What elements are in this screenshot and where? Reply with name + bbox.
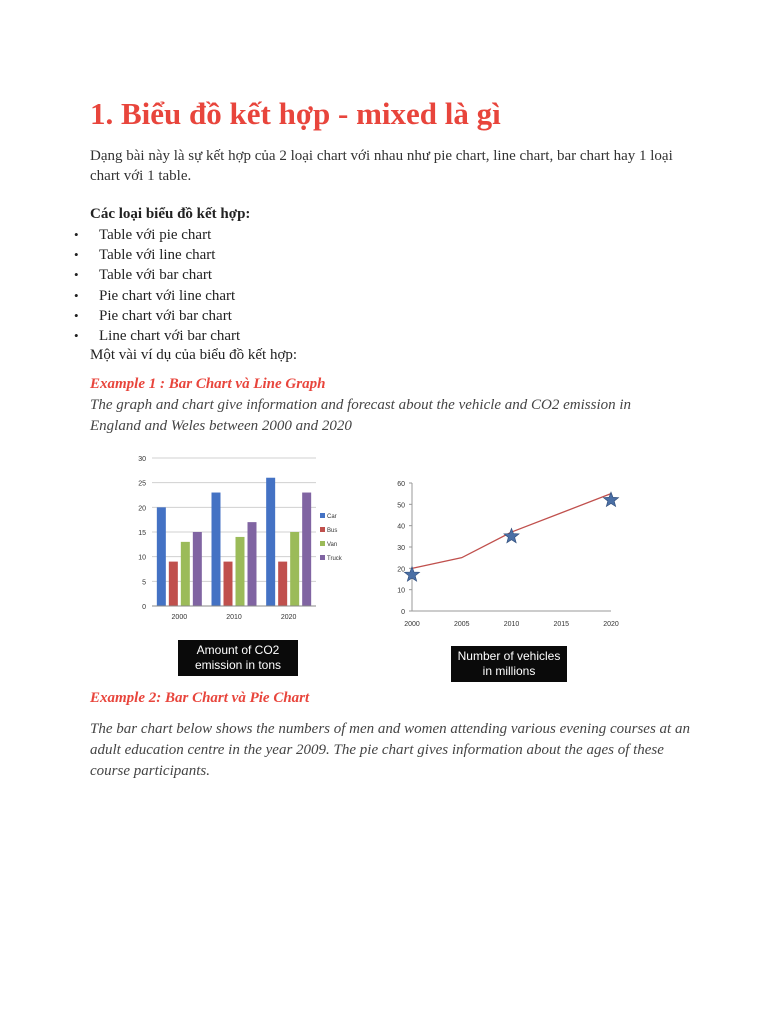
examples-intro: Một vài ví dụ của biểu đồ kết hợp: — [90, 347, 298, 363]
bar-y-tick-label: 25 — [138, 480, 146, 488]
page-title: 1. Biểu đồ kết hợp - mixed là gì — [90, 96, 501, 131]
bar-y-tick-label: 15 — [138, 530, 146, 537]
list-item: • Pie chart với line chart — [74, 286, 240, 306]
line-x-tick-label: 2020 — [603, 621, 619, 628]
bar — [290, 532, 299, 606]
bar-x-tick-label: 2010 — [226, 614, 242, 621]
bar — [181, 542, 190, 606]
line-y-tick-label: 10 — [397, 587, 405, 595]
line-y-tick-label: 50 — [397, 502, 405, 510]
list-item: • Line chart với bar chart — [74, 326, 240, 346]
legend-label: Van — [327, 542, 338, 548]
bar-y-tick-label: 10 — [138, 554, 146, 562]
legend-swatch — [320, 513, 325, 518]
legend-label: Truck — [327, 556, 342, 562]
bullet-icon: • — [74, 227, 79, 242]
bar-x-tick-label: 2000 — [171, 614, 188, 621]
line-y-tick-label: 60 — [397, 481, 405, 488]
bar — [266, 478, 275, 606]
bullet-icon: • — [74, 247, 79, 263]
example1-title: Example 1 : Bar Chart và Line Graph — [90, 376, 326, 392]
bar — [169, 562, 178, 606]
legend-swatch — [320, 541, 325, 546]
bar-x-tick-label: 2020 — [280, 614, 297, 621]
bullet-icon: • — [74, 267, 79, 283]
types-list — [74, 225, 240, 346]
star-marker — [603, 492, 618, 506]
bullet-icon: • — [74, 328, 79, 344]
bar — [236, 537, 245, 606]
bar-chart — [118, 446, 342, 621]
example1-figure — [118, 446, 640, 682]
line-x-tick-label: 2015 — [553, 621, 570, 628]
bar — [157, 507, 166, 606]
line-chart — [368, 476, 618, 666]
line-y-tick-label: 20 — [397, 566, 405, 574]
line-y-tick-label: 0 — [401, 609, 405, 616]
intro-paragraph: Dạng bài này là sự kết hợp của 2 loại chart với nhau như pie chart, line chart, bar chart hay 1 loại chart với 1 table. — [90, 148, 673, 184]
legend-swatch — [320, 527, 325, 532]
example1-description: The graph and chart give information and forecast about the vehicle and CO2 emission in England and Weles between 2000 and 2020 — [90, 397, 632, 434]
example2-description: The bar chart below shows the numbers of men and women attending various evening courses at an adult education centre in the year 2009. The pie chart gives information about the ages of these course participants. — [90, 721, 690, 779]
line-x-tick-label: 2010 — [503, 621, 520, 628]
bar-chart-caption: Amount of CO2 emission in tons — [178, 640, 298, 676]
bar — [224, 562, 233, 606]
line-x-tick-label: 2005 — [453, 621, 470, 628]
example2-title: Example 2: Bar Chart và Pie Chart — [90, 690, 310, 706]
bar — [278, 562, 287, 606]
list-item: • Table với pie chart — [74, 225, 240, 245]
legend-label: Car — [327, 514, 337, 520]
line-y-tick-label: 30 — [397, 545, 405, 552]
types-heading: Các loại biểu đồ kết hợp: — [90, 206, 251, 222]
line-x-tick-label: 2000 — [404, 621, 420, 628]
legend-swatch — [320, 555, 325, 560]
bar-y-tick-label: 30 — [138, 456, 146, 463]
line-chart-caption: Number of vehicles in millions — [451, 646, 567, 682]
list-item: • Pie chart với bar chart — [74, 306, 240, 326]
line-y-tick-label: 40 — [397, 523, 405, 531]
bar — [248, 522, 257, 606]
list-item: • Table với line chart — [74, 245, 240, 265]
list-item: • Table với bar chart — [74, 265, 240, 285]
bar — [193, 532, 202, 606]
bar — [302, 493, 311, 606]
bullet-icon: • — [74, 307, 79, 323]
bullet-icon: • — [74, 287, 79, 303]
bar-y-tick-label: 20 — [138, 505, 146, 513]
bar-y-tick-label: 5 — [142, 579, 146, 587]
bar-y-tick-label: 0 — [142, 604, 146, 611]
bar — [212, 493, 221, 606]
legend-label: Bus — [327, 528, 338, 534]
